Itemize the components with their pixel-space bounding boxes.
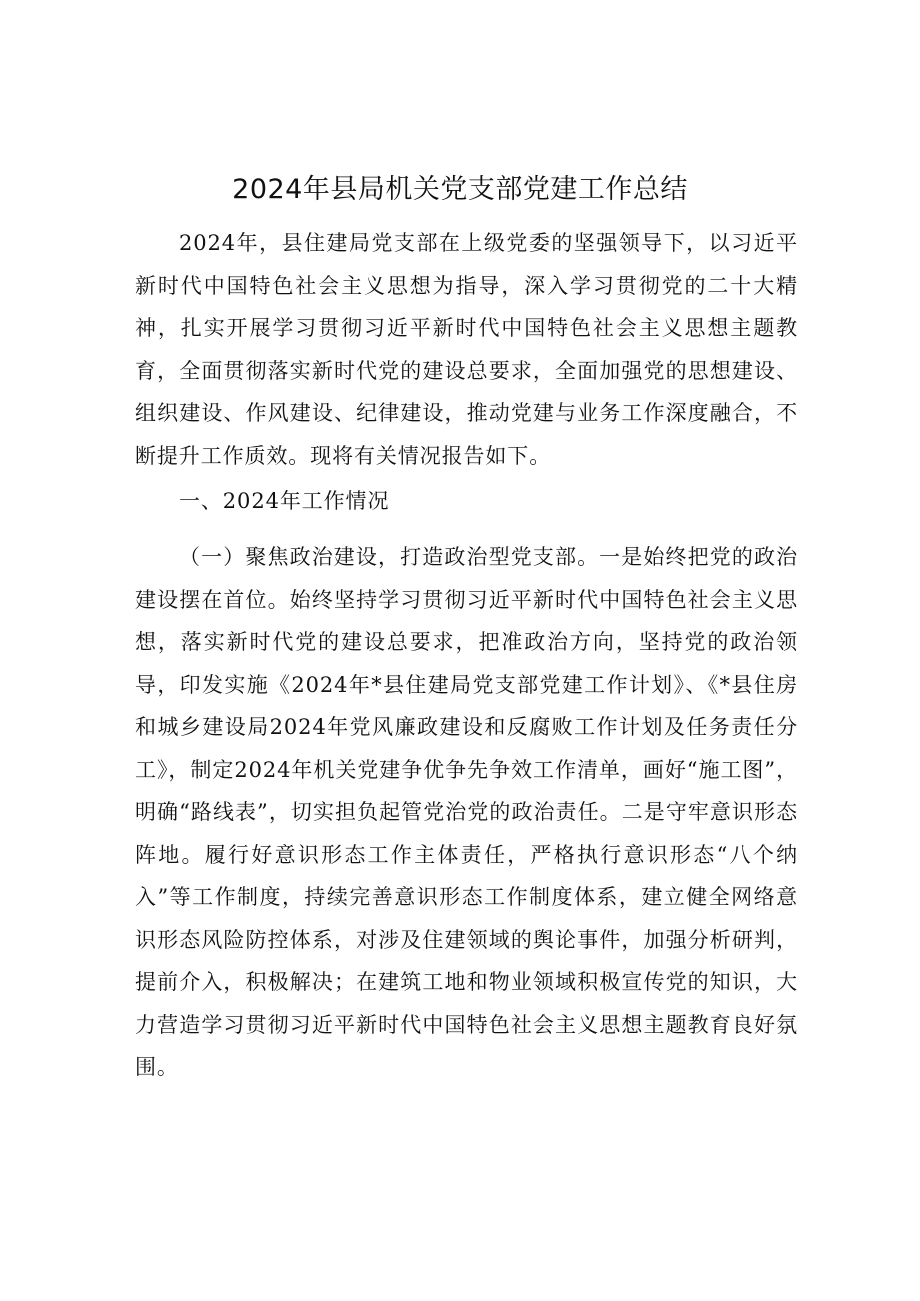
section-1-paragraph: （一）聚焦政治建设，打造政治型党支部。一是始终把党的政治建设摆在首位。始终坚持学习贯彻习近平新时代中国特色社会主义思想，落实新时代党的建设总要求，把准政治方向，坚持党的政治领导，印发实施《2024年*县住建局党支部党建工作计划》、《*县住房和城乡建设局2024年党风廉政建设和反腐败工作计划及任务责任分工》，制定2024年机关党建争优争先争效工作清单，画好“施工图”，明确“路线表”，切实担负起管党治党的政治责任。二是守牢意识形态阵地。履行好意识形态工作主体责任，严格执行意识形态“八个纳入”等工作制度，持续完善意识形态工作制度体系，建立健全网络意识形态风险防控体系，对涉及住建领域的舆论事件，加强分析研判，提前介入，积极解决；在建筑工地和物业领域积极宣传党的知识，大力营造学习贯彻习近平新时代中国特色社会主义思想主题教育良好氛围。 bbox=[135, 545, 798, 1079]
intro-paragraph: 2024年，县住建局党支部在上级党委的坚强领导下，以习近平新时代中国特色社会主义思想为指导，深入学习贯彻党的二十大精神，扎实开展学习贯彻习近平新时代中国特色社会主义思想主题教育，全面贯彻落实新时代党的建设总要求，全面加强党的思想建设、组织建设、作风建设、纪律建设，推动党建与业务工作深度融合，不断提升工作质效。现将有关情况报告如下。 bbox=[135, 231, 798, 468]
document-title: 2024年县局机关党支部党建工作总结 bbox=[232, 174, 688, 205]
section-heading: 一、2024年工作情况 bbox=[179, 489, 390, 513]
